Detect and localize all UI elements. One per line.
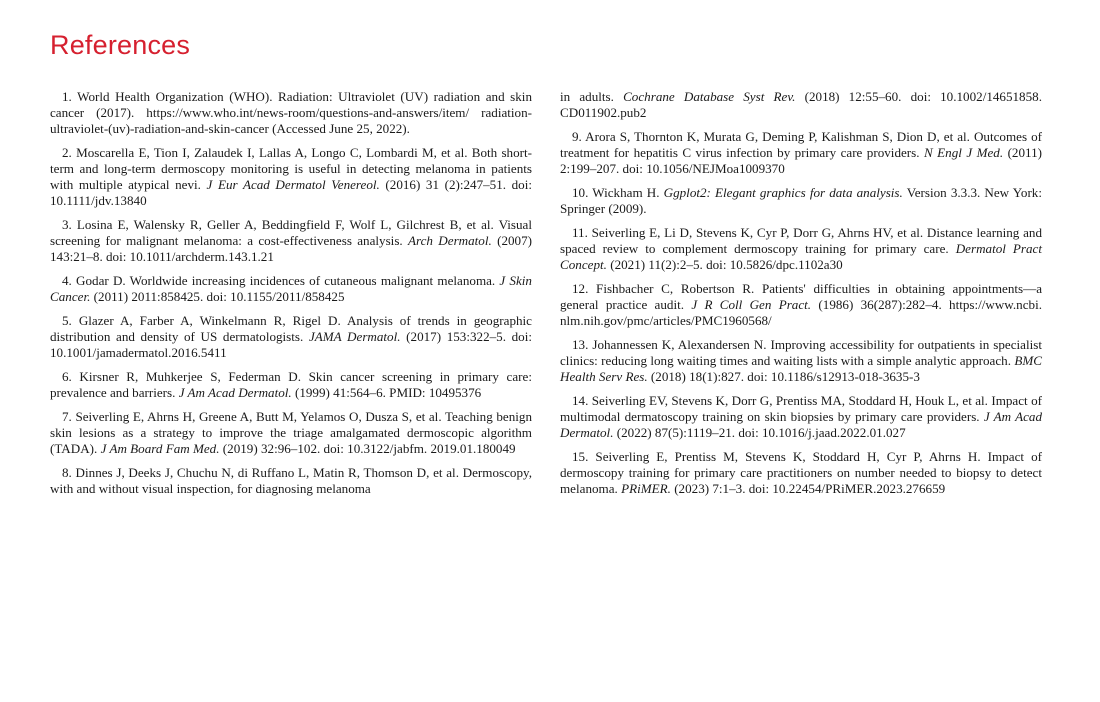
reference-item	[560, 281, 1042, 329]
reference-item	[560, 393, 1042, 441]
reference-text: in adults.	[560, 89, 614, 104]
reference-item	[50, 313, 532, 361]
reference-number: 4.	[62, 273, 72, 288]
reference-text: Wickham H.	[592, 185, 660, 200]
reference-details: (2022) 87(5):1119–21. doi: 10.1016/j.jaad.2022.01.027	[616, 425, 906, 440]
reference-journal: J Am Acad Dermatol.	[560, 409, 1042, 440]
reference-details: (2007) 143:21–8. doi: 10.1011/archderm.143.1.21	[50, 233, 533, 264]
reference-details: (2016) 31 (2):247–51. doi: 10.1111/jdv.13840	[50, 177, 533, 208]
reference-journal: Cochrane Database Syst Rev.	[623, 89, 796, 104]
reference-number: 8.	[62, 465, 72, 480]
reference-text: Seiverling E, Prentiss M, Stevens K, Stoddard H, Cyr P, Ahrns H. Impact of dermoscopy training for primary care practitioners on number needed to biopsy to detect melanoma.	[560, 449, 1042, 496]
reference-text: Glazer A, Farber A, Winkelmann R, Rigel D. Analysis of trends in geographic distribution and density of US dermatologists.	[50, 313, 532, 344]
reference-number: 7.	[62, 409, 72, 424]
reference-item	[50, 145, 532, 209]
reference-text: Fishbacher C, Robertson R. Patients' difficulties in obtaining appointments—a general practice audit.	[560, 281, 1043, 312]
reference-number: 10.	[572, 185, 589, 200]
reference-item	[560, 449, 1042, 497]
reference-details: (2011) 2011:858425. doi: 10.1155/2011/858425	[93, 289, 345, 304]
reference-text: Dinnes J, Deeks J, Chuchu N, di Ruffano L, Matin R, Thomson D, et al. Dermoscopy, with and without visual inspection, for diagnosing melanoma	[50, 465, 532, 496]
reference-number: 11.	[572, 225, 588, 240]
reference-text: Seiverling E, Ahrns H, Greene A, Butt M, Yelamos O, Dusza S, et al. Teaching benign skin lesions as a strategy to improve the triage amalgamated dermoscopic algorithm (TADA).	[50, 409, 532, 456]
reference-text: Seiverling EV, Stevens K, Dorr G, Prentiss MA, Stoddard H, Houk L, et al. Impact of multimodal dermatoscopy training on skin biopsies by primary care providers.	[560, 393, 1042, 424]
reference-journal: J Eur Acad Dermatol Venereol.	[206, 177, 380, 192]
reference-text: World Health Organization (WHO). Radiation: Ultraviolet (UV) radiation and skin cancer (2017). https://www.who.int/news-room/questions-and-answers/item/ radiation-ultraviolet-(uv)-radiation-and-skin-cancer (Accessed June 25, 2022).	[50, 89, 532, 136]
reference-details: (2017) 153:322–5. doi: 10.1001/jamadermatol.2016.5411	[50, 329, 532, 360]
references-column-left	[50, 89, 532, 505]
reference-number: 5.	[62, 313, 72, 328]
reference-details: (2019) 32:96–102. doi: 10.3122/jabfm. 2019.01.180049	[222, 441, 516, 456]
reference-journal: JAMA Dermatol.	[308, 329, 401, 344]
reference-number: 6.	[62, 369, 72, 384]
reference-item	[50, 465, 532, 497]
reference-text: Arora S, Thornton K, Murata G, Deming P, Kalishman S, Dion D, et al. Outcomes of treatment for hepatitis C virus infection by primary care providers.	[560, 129, 1042, 160]
reference-text: Losina E, Walensky R, Geller A, Beddingfield F, Wolf L, Gilchrest B, et al. Visual screening for malignant melanoma: a cost-effectiveness analysis.	[50, 217, 532, 248]
reference-text: Moscarella E, Tion I, Zalaudek I, Lallas A, Longo C, Lombardi M, et al. Both short-term and long-term dermoscopy monitoring is useful in detecting melanoma in patients with multiple atypical nevi.	[50, 145, 533, 192]
reference-number: 3.	[62, 217, 72, 232]
reference-details: (1986) 36(287):282–4. https://www.ncbi. nlm.nih.gov/pmc/articles/PMC1960568/	[560, 297, 1043, 328]
reference-details: (2011) 2:199–207. doi: 10.1056/NEJMoa1009370	[560, 145, 1042, 176]
references-column-right	[560, 89, 1042, 505]
reference-journal: J Am Acad Dermatol.	[178, 385, 292, 400]
reference-item	[560, 337, 1042, 385]
reference-journal: Dermatol Pract Concept.	[560, 241, 1043, 272]
reference-details: (2018) 18(1):827. doi: 10.1186/s12913-018-3635-3	[650, 369, 920, 384]
reference-number: 2.	[62, 145, 72, 160]
reference-item	[50, 89, 532, 137]
reference-text: Johannessen K, Alexandersen N. Improving accessibility for outpatients in specialist clinics: reducing long waiting times and waiting lists with a simple analytic approach.	[560, 337, 1042, 368]
reference-text: Godar D. Worldwide increasing incidences of cutaneous malignant melanoma.	[76, 273, 496, 288]
reference-text: Seiverling E, Li D, Stevens K, Cyr P, Dorr G, Ahrns HV, et al. Distance learning and spaced review to complement dermoscopy training for primary care.	[560, 225, 1042, 256]
reference-journal: J Am Board Fam Med.	[100, 441, 220, 456]
reference-journal: J R Coll Gen Pract.	[691, 297, 812, 312]
reference-number: 14.	[572, 393, 589, 408]
reference-details: (2018) 12:55–60. doi: 10.1002/14651858. CD011902.pub2	[560, 89, 1042, 120]
reference-number: 12.	[572, 281, 589, 296]
reference-item	[50, 273, 532, 305]
reference-item	[50, 217, 532, 265]
reference-journal: J Skin Cancer.	[50, 273, 532, 304]
reference-journal: Arch Dermatol.	[408, 233, 492, 248]
reference-item-continued	[560, 89, 1042, 121]
reference-item	[560, 225, 1042, 273]
reference-details: (2023) 7:1–3. doi: 10.22454/PRiMER.2023.276659	[674, 481, 946, 496]
section-title: References	[50, 30, 191, 60]
reference-number: 1.	[62, 89, 72, 104]
reference-journal: N Engl J Med.	[923, 145, 1004, 160]
reference-item	[50, 369, 532, 401]
reference-journal: BMC Health Serv Res.	[560, 353, 1042, 384]
reference-journal: PRiMER.	[621, 481, 671, 496]
reference-journal: Ggplot2: Elegant graphics for data analysis.	[663, 185, 903, 200]
reference-number: 13.	[572, 337, 589, 352]
reference-details: Version 3.3.3. New York: Springer (2009).	[560, 185, 1042, 216]
reference-text: Kirsner R, Muhkerjee S, Federman D. Skin cancer screening in primary care: prevalence and barriers.	[50, 369, 532, 400]
reference-item	[560, 129, 1042, 177]
reference-number: 9.	[572, 129, 582, 144]
reference-details: (1999) 41:564–6. PMID: 10495376	[294, 385, 482, 400]
reference-details: (2021) 11(2):2–5. doi: 10.5826/dpc.1102a30	[610, 257, 843, 272]
reference-item	[560, 185, 1042, 217]
reference-number: 15.	[572, 449, 589, 464]
reference-item	[50, 409, 532, 457]
